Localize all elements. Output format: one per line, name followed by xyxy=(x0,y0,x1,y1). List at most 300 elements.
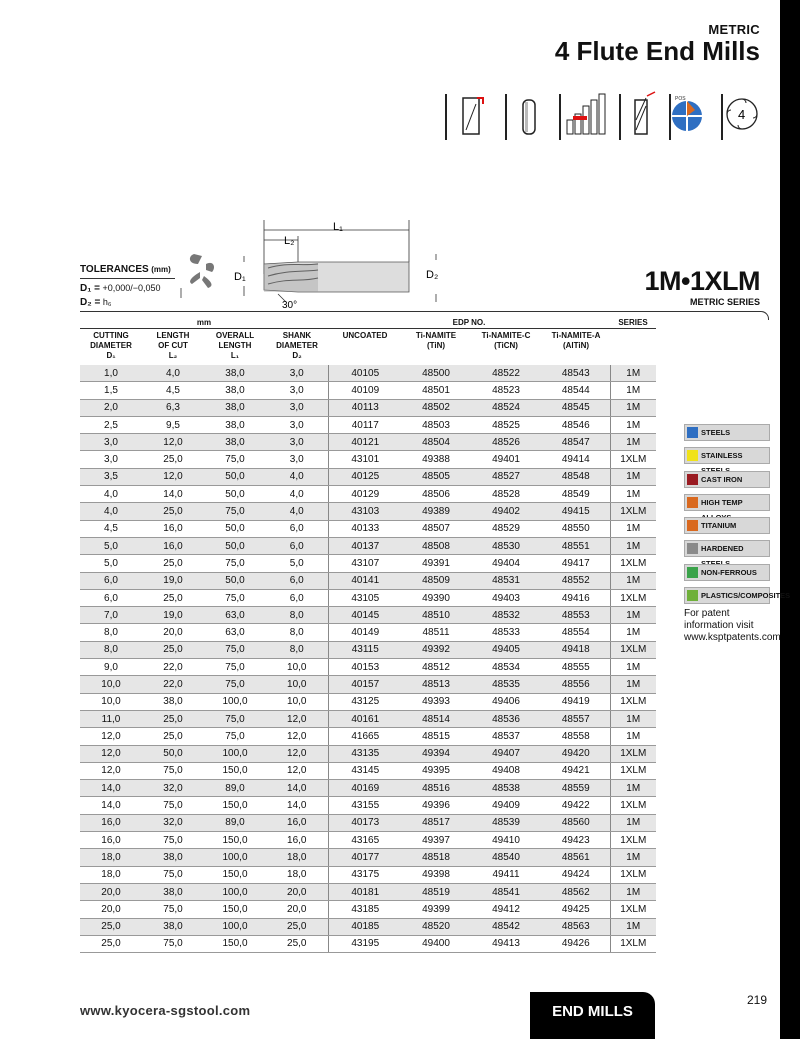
table-row xyxy=(80,624,656,641)
table-cell: 9,5 xyxy=(142,416,204,433)
table-cell: 1M xyxy=(610,537,656,554)
table-cell: 49390 xyxy=(402,589,470,606)
tolerances-label: TOLERANCES xyxy=(80,264,149,275)
table-cell: 150,0 xyxy=(204,935,266,952)
table-cell: 20,0 xyxy=(266,901,328,918)
table-cell: 43115 xyxy=(328,641,402,658)
table-cell: 75,0 xyxy=(204,659,266,676)
table-cell: 49392 xyxy=(402,641,470,658)
footer-url[interactable]: www.kyocera-sgstool.com xyxy=(80,1003,251,1018)
table-cell: 75,0 xyxy=(142,797,204,814)
table-cell: 150,0 xyxy=(204,901,266,918)
table-cell: 48528 xyxy=(470,486,542,503)
table-row xyxy=(80,399,656,416)
d2-label: D₂ xyxy=(426,269,439,281)
table-cell: 48546 xyxy=(542,416,610,433)
table-row xyxy=(80,780,656,797)
table-cell: 40181 xyxy=(328,883,402,900)
table-cell: 48514 xyxy=(402,710,470,727)
table-cell: 75,0 xyxy=(204,503,266,520)
group-mm: mm xyxy=(80,317,328,329)
table-cell: 49424 xyxy=(542,866,610,883)
table-cell: 1XLM xyxy=(610,451,656,468)
header-kicker: METRIC xyxy=(708,22,760,37)
material-swatch xyxy=(687,450,698,461)
table-cell: 49396 xyxy=(402,797,470,814)
table-cell: 10,0 xyxy=(266,693,328,710)
column-header: Ti-NAMITE-A (AlTiN) xyxy=(551,331,601,350)
table-cell: 32,0 xyxy=(142,780,204,797)
table-cell: 12,0 xyxy=(266,762,328,779)
table-cell: 4,0 xyxy=(80,486,142,503)
coated-tool-icon xyxy=(441,90,501,148)
table-cell: 49422 xyxy=(542,797,610,814)
table-cell: 6,0 xyxy=(266,537,328,554)
table-cell: 150,0 xyxy=(204,866,266,883)
table-row xyxy=(80,676,656,693)
table-cell: 43175 xyxy=(328,866,402,883)
table-row xyxy=(80,555,656,572)
table-row xyxy=(80,382,656,399)
table-cell: 1M xyxy=(610,399,656,416)
table-cell: 89,0 xyxy=(204,780,266,797)
table-cell: 8,0 xyxy=(80,624,142,641)
column-header: OVERALL LENGTH L₁ xyxy=(215,331,255,360)
d1-label: D₁ xyxy=(234,271,246,283)
patent-line-1: For patent xyxy=(684,608,730,619)
table-cell: 48541 xyxy=(470,883,542,900)
column-header: Ti-NAMITE (TiN) xyxy=(415,331,457,350)
table-cell: 1M xyxy=(610,676,656,693)
table-cell: 40129 xyxy=(328,486,402,503)
material-legend-item xyxy=(684,564,770,581)
table-cell: 8,0 xyxy=(80,641,142,658)
table-cell: 6,3 xyxy=(142,399,204,416)
table-cell: 49410 xyxy=(470,832,542,849)
table-cell: 1XLM xyxy=(610,762,656,779)
table-cell: 48543 xyxy=(542,365,610,382)
table-cell: 48504 xyxy=(402,434,470,451)
column-header: Ti-NAMITE-C (TiCN) xyxy=(481,331,531,350)
table-cell: 48526 xyxy=(470,434,542,451)
table-cell: 22,0 xyxy=(142,676,204,693)
table-cell: 5,0 xyxy=(80,537,142,554)
table-cell: 48548 xyxy=(542,468,610,485)
table-cell: 38,0 xyxy=(204,399,266,416)
table-row xyxy=(80,451,656,468)
svg-text:4: 4 xyxy=(738,107,746,122)
table-cell: 48554 xyxy=(542,624,610,641)
table-cell: 48537 xyxy=(470,728,542,745)
table-row xyxy=(80,693,656,710)
table-row xyxy=(80,728,656,745)
table-cell: 48558 xyxy=(542,728,610,745)
table-cell: 50,0 xyxy=(204,486,266,503)
table-cell: 49402 xyxy=(470,503,542,520)
table-cell: 48555 xyxy=(542,659,610,676)
material-legend-item xyxy=(684,494,770,511)
material-legend-item xyxy=(684,517,770,534)
table-cell: 100,0 xyxy=(204,849,266,866)
table-cell: 38,0 xyxy=(142,693,204,710)
table-cell: 1M xyxy=(610,486,656,503)
table-cell: 50,0 xyxy=(204,468,266,485)
table-cell: 16,0 xyxy=(80,832,142,849)
table-cell: 25,0 xyxy=(142,728,204,745)
table-cell: 10,0 xyxy=(80,693,142,710)
tol-d2-label: D₂ = xyxy=(80,297,101,308)
table-row xyxy=(80,883,656,900)
feature-icons xyxy=(441,90,771,148)
table-cell: 25,0 xyxy=(80,918,142,935)
table-row xyxy=(80,866,656,883)
solid-carbide-icon xyxy=(501,90,561,148)
table-cell: 1M xyxy=(610,607,656,624)
table-cell: 16,0 xyxy=(266,832,328,849)
material-swatch xyxy=(687,427,698,438)
table-cell: 49398 xyxy=(402,866,470,883)
table-cell: 48542 xyxy=(470,918,542,935)
table-cell: 48552 xyxy=(542,572,610,589)
table-cell: 1M xyxy=(610,468,656,485)
material-legend-item xyxy=(684,540,770,557)
table-cell: 8,0 xyxy=(266,624,328,641)
table-cell: 48500 xyxy=(402,365,470,382)
table-cell: 8,0 xyxy=(266,641,328,658)
table-cell: 43105 xyxy=(328,589,402,606)
table-cell: 49389 xyxy=(402,503,470,520)
table-cell: 18,0 xyxy=(80,849,142,866)
table-cell: 48547 xyxy=(542,434,610,451)
table-cell: 43185 xyxy=(328,901,402,918)
table-cell: 49420 xyxy=(542,745,610,762)
patent-note xyxy=(684,608,794,644)
table-cell: 48540 xyxy=(470,849,542,866)
material-label: NON-FERROUS xyxy=(701,567,757,577)
table-cell: 48520 xyxy=(402,918,470,935)
table-cell: 49414 xyxy=(542,451,610,468)
table-cell: 48550 xyxy=(542,520,610,537)
table-cell: 16,0 xyxy=(142,537,204,554)
table-cell: 16,0 xyxy=(266,814,328,831)
table-cell: 6,0 xyxy=(266,589,328,606)
table-cell: 75,0 xyxy=(204,451,266,468)
table-cell: 41665 xyxy=(328,728,402,745)
table-cell: 25,0 xyxy=(142,503,204,520)
table-cell: 75,0 xyxy=(204,641,266,658)
table-cell: 49409 xyxy=(470,797,542,814)
material-legend xyxy=(684,424,791,610)
table-cell: 49423 xyxy=(542,832,610,849)
table-cell: 48508 xyxy=(402,537,470,554)
patent-line-2: information visit xyxy=(684,620,754,631)
table-cell: 38,0 xyxy=(204,434,266,451)
patent-url[interactable]: www.ksptpatents.com xyxy=(684,632,781,643)
table-cell: 18,0 xyxy=(80,866,142,883)
table-cell: 10,0 xyxy=(80,676,142,693)
table-cell: 1XLM xyxy=(610,832,656,849)
table-cell: 40141 xyxy=(328,572,402,589)
table-cell: 49397 xyxy=(402,832,470,849)
l1-label: L₁ xyxy=(333,221,343,233)
table-cell: 1XLM xyxy=(610,503,656,520)
material-label: HARDENED xyxy=(701,544,744,554)
material-label: CAST IRON xyxy=(701,474,743,484)
table-cell: 1M xyxy=(610,382,656,399)
table-cell: 25,0 xyxy=(142,641,204,658)
table-cell: 10,0 xyxy=(266,659,328,676)
table-cell: 49418 xyxy=(542,641,610,658)
group-series: SERIES xyxy=(610,317,656,329)
table-cell: 1M xyxy=(610,814,656,831)
table-cell: 48502 xyxy=(402,399,470,416)
table-cell: 3,0 xyxy=(266,451,328,468)
tolerances-unit: (mm) xyxy=(151,265,171,274)
table-cell: 43155 xyxy=(328,797,402,814)
table-row xyxy=(80,762,656,779)
table-cell: 1M xyxy=(610,416,656,433)
pos-rake-icon xyxy=(665,90,725,148)
table-cell: 48560 xyxy=(542,814,610,831)
table-cell: 20,0 xyxy=(142,624,204,641)
table-cell: 43103 xyxy=(328,503,402,520)
table-cell: 4,0 xyxy=(266,486,328,503)
table-cell: 14,0 xyxy=(80,780,142,797)
table-cell: 43101 xyxy=(328,451,402,468)
table-cell: 4,0 xyxy=(266,468,328,485)
table-cell: 1XLM xyxy=(610,935,656,952)
table-cell: 50,0 xyxy=(204,572,266,589)
table-cell: 4,0 xyxy=(266,503,328,520)
table-cell: 100,0 xyxy=(204,918,266,935)
l2-label: L₂ xyxy=(284,235,295,247)
table-row xyxy=(80,659,656,676)
table-cell: 25,0 xyxy=(266,918,328,935)
table-cell: 1XLM xyxy=(610,555,656,572)
table-cell: 40149 xyxy=(328,624,402,641)
material-legend-item xyxy=(684,447,770,464)
material-label: STEELS xyxy=(701,428,731,437)
material-swatch xyxy=(687,520,698,531)
table-cell: 48512 xyxy=(402,659,470,676)
table-cell: 48529 xyxy=(470,520,542,537)
table-cell: 49411 xyxy=(470,866,542,883)
table-cell: 48506 xyxy=(402,486,470,503)
material-swatch xyxy=(687,590,698,601)
table-cell: 4,5 xyxy=(80,520,142,537)
table-cell: 49419 xyxy=(542,693,610,710)
table-cell: 48510 xyxy=(402,607,470,624)
table-cell: 49400 xyxy=(402,935,470,952)
table-row xyxy=(80,641,656,658)
table-cell: 20,0 xyxy=(266,883,328,900)
table-cell: 48531 xyxy=(470,572,542,589)
table-cell: 40125 xyxy=(328,468,402,485)
table-cell: 48507 xyxy=(402,520,470,537)
table-cell: 18,0 xyxy=(266,849,328,866)
table-cell: 3,0 xyxy=(80,434,142,451)
table-cell: 40177 xyxy=(328,849,402,866)
table-row xyxy=(80,503,656,520)
table-cell: 150,0 xyxy=(204,762,266,779)
table-cell: 12,0 xyxy=(266,745,328,762)
table-cell: 49412 xyxy=(470,901,542,918)
table-cell: 48549 xyxy=(542,486,610,503)
table-cell: 49406 xyxy=(470,693,542,710)
table-cell: 48536 xyxy=(470,710,542,727)
dimensions-icon xyxy=(555,90,615,148)
table-cell: 75,0 xyxy=(142,901,204,918)
table-cell: 63,0 xyxy=(204,624,266,641)
table-cell: 63,0 xyxy=(204,607,266,624)
table-cell: 40105 xyxy=(328,365,402,382)
section-tab: END MILLS xyxy=(530,992,655,1039)
page-number: 219 xyxy=(747,993,768,1007)
table-cell: 48522 xyxy=(470,365,542,382)
material-legend-item xyxy=(684,424,770,441)
column-header: CUTTING DIAMETER D₁ xyxy=(90,331,132,360)
table-cell: 1M xyxy=(610,710,656,727)
table-cell: 40121 xyxy=(328,434,402,451)
table-cell: 12,0 xyxy=(80,728,142,745)
table-cell: 6,0 xyxy=(80,589,142,606)
table-row xyxy=(80,935,656,952)
table-cell: 40161 xyxy=(328,710,402,727)
table-cell: 7,0 xyxy=(80,607,142,624)
table-cell: 14,0 xyxy=(80,797,142,814)
table-cell: 5,0 xyxy=(266,555,328,572)
table-cell: 40157 xyxy=(328,676,402,693)
table-cell: 12,0 xyxy=(266,728,328,745)
table-cell: 12,0 xyxy=(80,762,142,779)
table-cell: 43107 xyxy=(328,555,402,572)
table-cell: 75,0 xyxy=(204,710,266,727)
table-cell: 49417 xyxy=(542,555,610,572)
table-cell: 3,0 xyxy=(266,365,328,382)
series-title: 1M•1XLM xyxy=(644,266,760,296)
table-cell: 20,0 xyxy=(80,901,142,918)
series-subtitle: METRIC SERIES xyxy=(689,297,760,307)
table-cell: 100,0 xyxy=(204,693,266,710)
table-cell: 14,0 xyxy=(266,780,328,797)
table-cell: 48544 xyxy=(542,382,610,399)
column-header: UNCOATED xyxy=(342,331,388,340)
table-cell: 10,0 xyxy=(266,676,328,693)
table-cell: 49421 xyxy=(542,762,610,779)
table-cell: 4,0 xyxy=(142,365,204,382)
table-cell: 20,0 xyxy=(80,883,142,900)
table-cell: 75,0 xyxy=(142,832,204,849)
table-cell: 3,0 xyxy=(266,434,328,451)
column-header: SHANK DIAMETER D₂ xyxy=(276,331,318,360)
table-row xyxy=(80,849,656,866)
table-cell: 9,0 xyxy=(80,659,142,676)
table-cell: 2,0 xyxy=(80,399,142,416)
table-cell: 3,0 xyxy=(266,416,328,433)
table-cell: 2,5 xyxy=(80,416,142,433)
material-label: TITANIUM xyxy=(701,521,737,531)
table-cell: 49388 xyxy=(402,451,470,468)
table-cell: 3,0 xyxy=(266,382,328,399)
table-cell: 40153 xyxy=(328,659,402,676)
table-cell: 38,0 xyxy=(204,382,266,399)
table-cell: 1,0 xyxy=(80,365,142,382)
table-cell: 25,0 xyxy=(142,555,204,572)
table-cell: 100,0 xyxy=(204,745,266,762)
table-cell: 48534 xyxy=(470,659,542,676)
table-cell: 75,0 xyxy=(204,728,266,745)
table-row xyxy=(80,486,656,503)
table-cell: 48539 xyxy=(470,814,542,831)
table-cell: 38,0 xyxy=(142,849,204,866)
table-cell: 40133 xyxy=(328,520,402,537)
tolerances-divider xyxy=(80,278,175,279)
material-label: STAINLESS xyxy=(701,451,743,461)
table-cell: 1M xyxy=(610,728,656,745)
table-cell: 48551 xyxy=(542,537,610,554)
tol-d1-label: D₁ = xyxy=(80,283,100,294)
table-cell: 40137 xyxy=(328,537,402,554)
tol-d1-value: +0,000/−0,050 xyxy=(102,283,161,293)
table-cell: 1M xyxy=(610,572,656,589)
table-cell: 48556 xyxy=(542,676,610,693)
table-cell: 49399 xyxy=(402,901,470,918)
table-cell: 48559 xyxy=(542,780,610,797)
tool-diagram xyxy=(178,212,448,312)
table-row xyxy=(80,520,656,537)
table-cell: 3,0 xyxy=(80,451,142,468)
table-cell: 38,0 xyxy=(204,416,266,433)
table-cell: 48563 xyxy=(542,918,610,935)
table-cell: 18,0 xyxy=(266,866,328,883)
table-cell: 48527 xyxy=(470,468,542,485)
table-cell: 49405 xyxy=(470,641,542,658)
material-swatch xyxy=(687,497,698,508)
table-row xyxy=(80,832,656,849)
table-cell: 16,0 xyxy=(80,814,142,831)
table-cell: 48523 xyxy=(470,382,542,399)
table-cell: 6,0 xyxy=(80,572,142,589)
table-cell: 49391 xyxy=(402,555,470,572)
table-cell: 48538 xyxy=(470,780,542,797)
end-mills-table xyxy=(80,317,656,953)
page-edge-bar xyxy=(780,0,800,1039)
table-row xyxy=(80,797,656,814)
table-cell: 43135 xyxy=(328,745,402,762)
table-cell: 40113 xyxy=(328,399,402,416)
table-cell: 25,0 xyxy=(142,710,204,727)
table-cell: 12,0 xyxy=(142,468,204,485)
table-cell: 48524 xyxy=(470,399,542,416)
table-cell: 25,0 xyxy=(80,935,142,952)
table-cell: 40185 xyxy=(328,918,402,935)
table-cell: 25,0 xyxy=(142,451,204,468)
table-cell: 1M xyxy=(610,365,656,382)
table-cell: 49393 xyxy=(402,693,470,710)
material-swatch xyxy=(687,567,698,578)
table-cell: 48516 xyxy=(402,780,470,797)
table-cell: 75,0 xyxy=(204,589,266,606)
table-cell: 1XLM xyxy=(610,693,656,710)
table-cell: 48557 xyxy=(542,710,610,727)
table-row xyxy=(80,710,656,727)
table-cell: 1M xyxy=(610,883,656,900)
table-cell: 3,5 xyxy=(80,468,142,485)
material-label: PLASTICS/COMPOSITES xyxy=(701,591,791,601)
table-cell: 48562 xyxy=(542,883,610,900)
table-cell: 25,0 xyxy=(142,589,204,606)
table-row xyxy=(80,901,656,918)
